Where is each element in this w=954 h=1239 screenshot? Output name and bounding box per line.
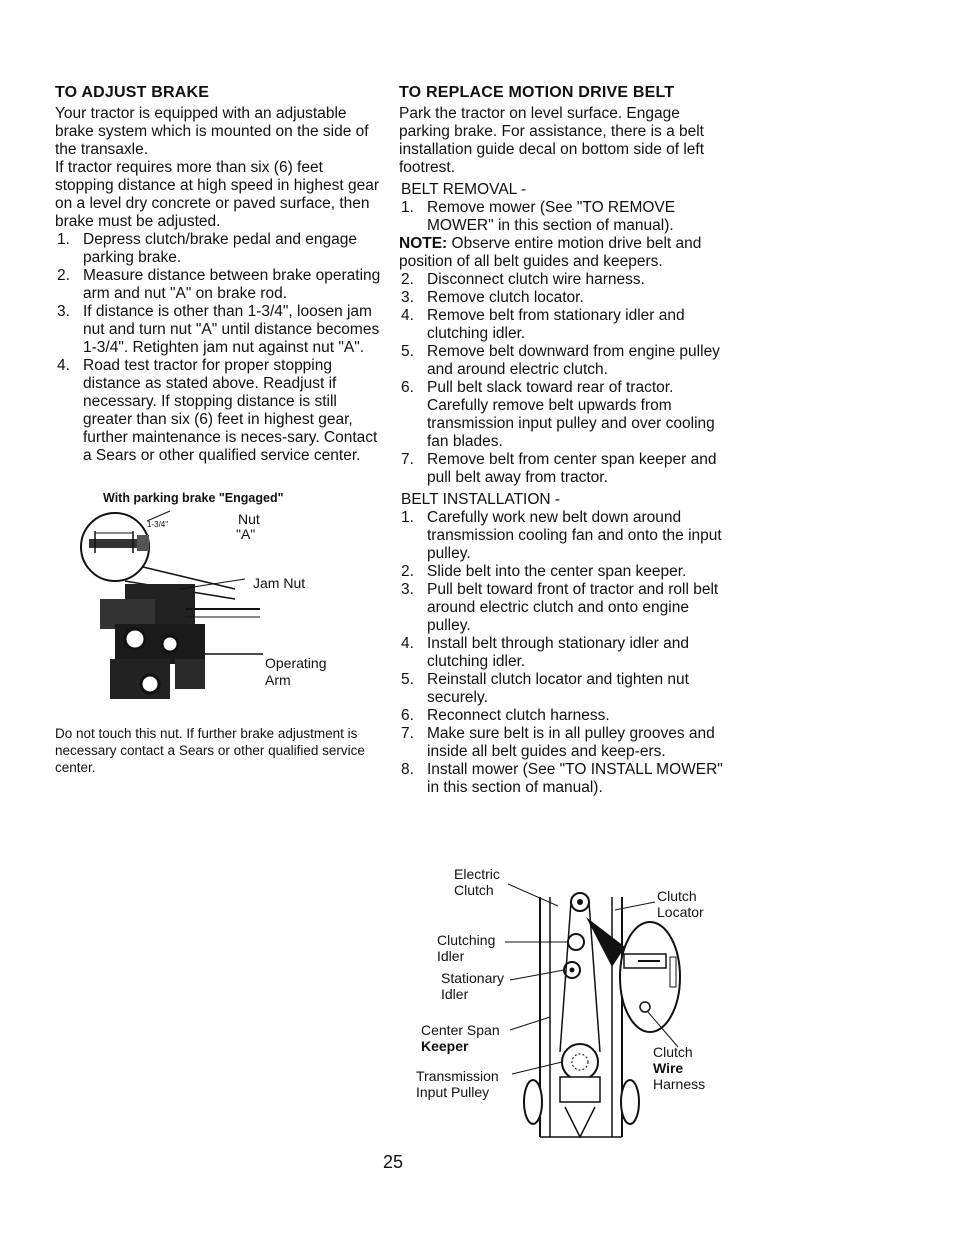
list-item: 5. Reinstall clutch locator and tighten nut securely. [401,671,689,706]
list-item: 4. Road test tractor for proper stopping distance as stated above. Readjust if necessary. If stopping distance is still greater than six (6) feet in highest gear, further maintenance is neces-sary. Contact a Sears or other qualified service center. [57,357,378,464]
clutching-label: Clutching [437,932,496,948]
transmission-label: Transmission [416,1068,499,1084]
brake-figure [55,509,355,719]
dimension-label: 1-3/4" [147,520,169,529]
clutch-locator-label-1: Clutch [657,888,697,904]
adjust-intro-2: If tractor requires more than six (6) feet stopping distance at high speed in highest gear on a level dry concrete or paved surface, then brake must be adjusted. [55,159,380,230]
brake-assembly-illustration [55,509,355,719]
list-item: 1. Remove mower (See "TO REMOVE MOWER" in this section of manual). [401,199,676,234]
nut-label: Nut [238,511,260,527]
clutch-locator-label-2: Locator [657,904,704,920]
replace-intro: Park the tractor on level surface. Engage parking brake. For assistance, there is a belt installation guide decal on bottom side of left footrest. [399,105,705,176]
list-item: 7. Remove belt from center span keeper and pull belt away from tractor. [401,451,717,486]
stationary-label: Stationary [441,970,505,986]
electric-label: Electric [454,866,500,882]
list-item: 8. Install mower (See "TO INSTALL MOWER" in this section of manual). [401,761,723,796]
clutching-idler-label: Idler [437,948,465,964]
list-item: 5. Remove belt downward from engine pulley and around electric clutch. [401,343,720,378]
adjust-steps [55,231,385,465]
list-item: 2. Disconnect clutch wire harness. [401,271,645,288]
removal-note: NOTE: Observe entire motion drive belt and position of all belt guides and keepers. [399,235,702,270]
list-item: 1. Depress clutch/brake pedal and engage parking brake. [57,231,358,266]
adjust-brake-title: TO ADJUST BRAKE [55,84,210,101]
arm-label: Arm [265,672,291,688]
brake-figure-caption: With parking brake "Engaged" [103,491,284,505]
electric-clutch-label: Clutch [454,882,494,898]
replace-belt-section [399,84,734,797]
jam-nut-label: Jam Nut [253,575,306,591]
operating-label: Operating [265,655,327,671]
list-item: 7. Make sure belt is in all pulley grooves and inside all belt guides and keep-ers. [401,725,715,760]
list-item: 3. Pull belt toward front of tractor and roll belt around electric clutch and onto engine pulley. [401,581,719,634]
adjust-brake-section [55,84,385,776]
list-item: 2. Slide belt into the center span keeper. [401,563,687,580]
list-item: 4. Install belt through stationary idler and clutching idler. [401,635,689,670]
clutch-wire-label-3: Harness [653,1076,706,1092]
belt-routing-figure [400,862,740,1147]
removal-steps [399,271,734,487]
stationary-idler-label: Idler [441,986,469,1002]
adjust-intro-1: Your tractor is equipped with an adjustable brake system which is mounted on the side of the transaxle. [55,105,369,158]
input-pulley-label: Input Pulley [416,1084,490,1100]
keeper-label: Keeper [421,1038,469,1054]
list-item: 1. Carefully work new belt down around transmission cooling fan and onto the input pulley. [401,509,722,562]
center-span-label: Center Span [421,1022,500,1038]
replace-belt-title: TO REPLACE MOTION DRIVE BELT [399,84,675,101]
brake-note: Do not touch this nut. If further brake adjustment is necessary contact a Sears or other qualified service center. [55,726,365,775]
clutch-wire-label-1: Clutch [653,1044,693,1060]
page-number: 25 [383,1152,404,1172]
clutch-wire-label-2: Wire [653,1060,684,1076]
list-item: 2. Measure distance between brake operating arm and nut "A" on brake rod. [57,267,381,302]
install-steps [399,509,734,797]
list-item: 3. If distance is other than 1-3/4", loosen jam nut and turn nut "A" until distance becomes 1-3/4". Retighten jam nut against nut "A". [57,303,380,356]
list-item: 3. Remove clutch locator. [401,289,584,306]
belt-removal-heading: BELT REMOVAL - [401,181,527,198]
list-item: 4. Remove belt from stationary idler and clutching idler. [401,307,685,342]
list-item: 6. Pull belt slack toward rear of tractor. Carefully remove belt upwards from transmission input pulley and over cooling fan blades. [401,379,715,450]
list-item: 6. Reconnect clutch harness. [401,707,610,724]
removal-step-1 [399,199,734,235]
nut-a-label: "A" [236,526,256,542]
belt-installation-heading: BELT INSTALLATION - [401,491,561,508]
